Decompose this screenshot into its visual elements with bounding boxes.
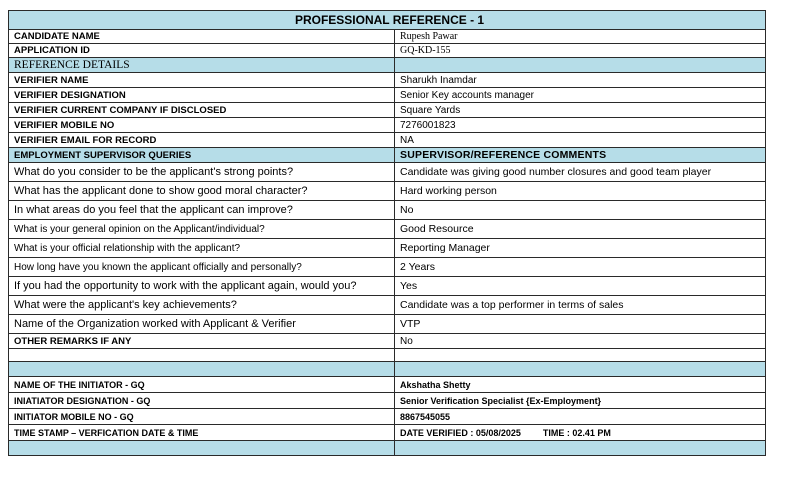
answer-text: Good Resource — [395, 220, 766, 239]
timestamp-value — [395, 425, 766, 441]
candidate-name-row — [9, 30, 766, 44]
answer-text: VTP — [395, 315, 766, 334]
question-row — [9, 163, 766, 182]
verified-date: DATE VERIFIED : 05/08/2025 — [400, 427, 521, 438]
divider-cell — [395, 441, 766, 456]
candidate-name-value: Rupesh Pawar — [395, 30, 766, 44]
timestamp-row — [9, 425, 766, 441]
divider-cell — [9, 362, 395, 377]
question-text: What is your official relationship with the applicant? — [9, 239, 395, 258]
verifier-row — [9, 88, 766, 103]
reference-details-blank — [395, 58, 766, 73]
question-text: What has the applicant done to show good moral character? — [9, 182, 395, 201]
application-id-row — [9, 44, 766, 58]
other-remarks-value: No — [395, 334, 766, 349]
initiator-label: INIATIATOR DESIGNATION - GQ — [9, 393, 395, 409]
reference-table — [8, 10, 766, 456]
initiator-value: 8867545055 — [395, 409, 766, 425]
spacer-cell — [395, 349, 766, 362]
verifier-row — [9, 73, 766, 88]
question-row — [9, 296, 766, 315]
verifier-label: VERIFIER MOBILE NO — [9, 118, 395, 133]
candidate-name-label: CANDIDATE NAME — [9, 30, 395, 44]
verifier-value: Square Yards — [395, 103, 766, 118]
answer-text: Reporting Manager — [395, 239, 766, 258]
question-row — [9, 239, 766, 258]
queries-header-right: SUPERVISOR/REFERENCE COMMENTS — [395, 148, 766, 163]
initiator-value: Senior Verification Specialist {Ex-Employment} — [395, 393, 766, 409]
answer-text: Hard working person — [395, 182, 766, 201]
timestamp-label: TIME STAMP – VERFICATION DATE & TIME — [9, 425, 395, 441]
spacer-row — [9, 349, 766, 362]
question-text: In what areas do you feel that the applicant can improve? — [9, 201, 395, 220]
answer-text: Candidate was a top performer in terms of sales — [395, 296, 766, 315]
question-text: What do you consider to be the applicant's strong points? — [9, 163, 395, 182]
initiator-row — [9, 409, 766, 425]
answer-text: Yes — [395, 277, 766, 296]
other-remarks-label: OTHER REMARKS IF ANY — [9, 334, 395, 349]
question-text: How long have you known the applicant officially and personally? — [9, 258, 395, 277]
verifier-row — [9, 133, 766, 148]
application-id-label: APPLICATION ID — [9, 44, 395, 58]
answer-text: 2 Years — [395, 258, 766, 277]
spacer-cell — [9, 349, 395, 362]
divider-cell — [395, 362, 766, 377]
question-row — [9, 277, 766, 296]
initiator-value: Akshatha Shetty — [395, 377, 766, 393]
queries-header-row — [9, 148, 766, 163]
other-remarks-row — [9, 334, 766, 349]
initiator-row — [9, 377, 766, 393]
application-id-value: GQ-KD-155 — [395, 44, 766, 58]
question-row — [9, 182, 766, 201]
verifier-row — [9, 103, 766, 118]
page-title: PROFESSIONAL REFERENCE - 1 — [9, 11, 766, 30]
verifier-row — [9, 118, 766, 133]
question-row — [9, 315, 766, 334]
verifier-value: 7276001823 — [395, 118, 766, 133]
reference-sheet — [8, 10, 765, 456]
answer-text: Candidate was giving good number closures and good team player — [395, 163, 766, 182]
title-row — [9, 11, 766, 30]
reference-details-heading: REFERENCE DETAILS — [9, 58, 395, 73]
question-text: What is your general opinion on the Applicant/individual? — [9, 220, 395, 239]
initiator-row — [9, 393, 766, 409]
queries-header-left: EMPLOYMENT SUPERVISOR QUERIES — [9, 148, 395, 163]
verifier-value: Senior Key accounts manager — [395, 88, 766, 103]
initiator-label: NAME OF THE INITIATOR - GQ — [9, 377, 395, 393]
question-row — [9, 201, 766, 220]
question-text: What were the applicant's key achievements? — [9, 296, 395, 315]
verifier-value: Sharukh Inamdar — [395, 73, 766, 88]
verifier-label: VERIFIER DESIGNATION — [9, 88, 395, 103]
question-row — [9, 220, 766, 239]
question-text: If you had the opportunity to work with the applicant again, would you? — [9, 277, 395, 296]
verifier-value: NA — [395, 133, 766, 148]
divider-cell — [9, 441, 395, 456]
question-text: Name of the Organization worked with Applicant & Verifier — [9, 315, 395, 334]
verifier-label: VERIFIER EMAIL FOR RECORD — [9, 133, 395, 148]
verifier-label: VERIFIER NAME — [9, 73, 395, 88]
question-row — [9, 258, 766, 277]
footer-divider-row — [9, 441, 766, 456]
verified-time: TIME : 02.41 PM — [542, 427, 611, 438]
reference-details-row — [9, 58, 766, 73]
verifier-label: VERIFIER CURRENT COMPANY IF DISCLOSED — [9, 103, 395, 118]
initiator-label: INITIATOR MOBILE NO - GQ — [9, 409, 395, 425]
divider-row — [9, 362, 766, 377]
answer-text: No — [395, 201, 766, 220]
